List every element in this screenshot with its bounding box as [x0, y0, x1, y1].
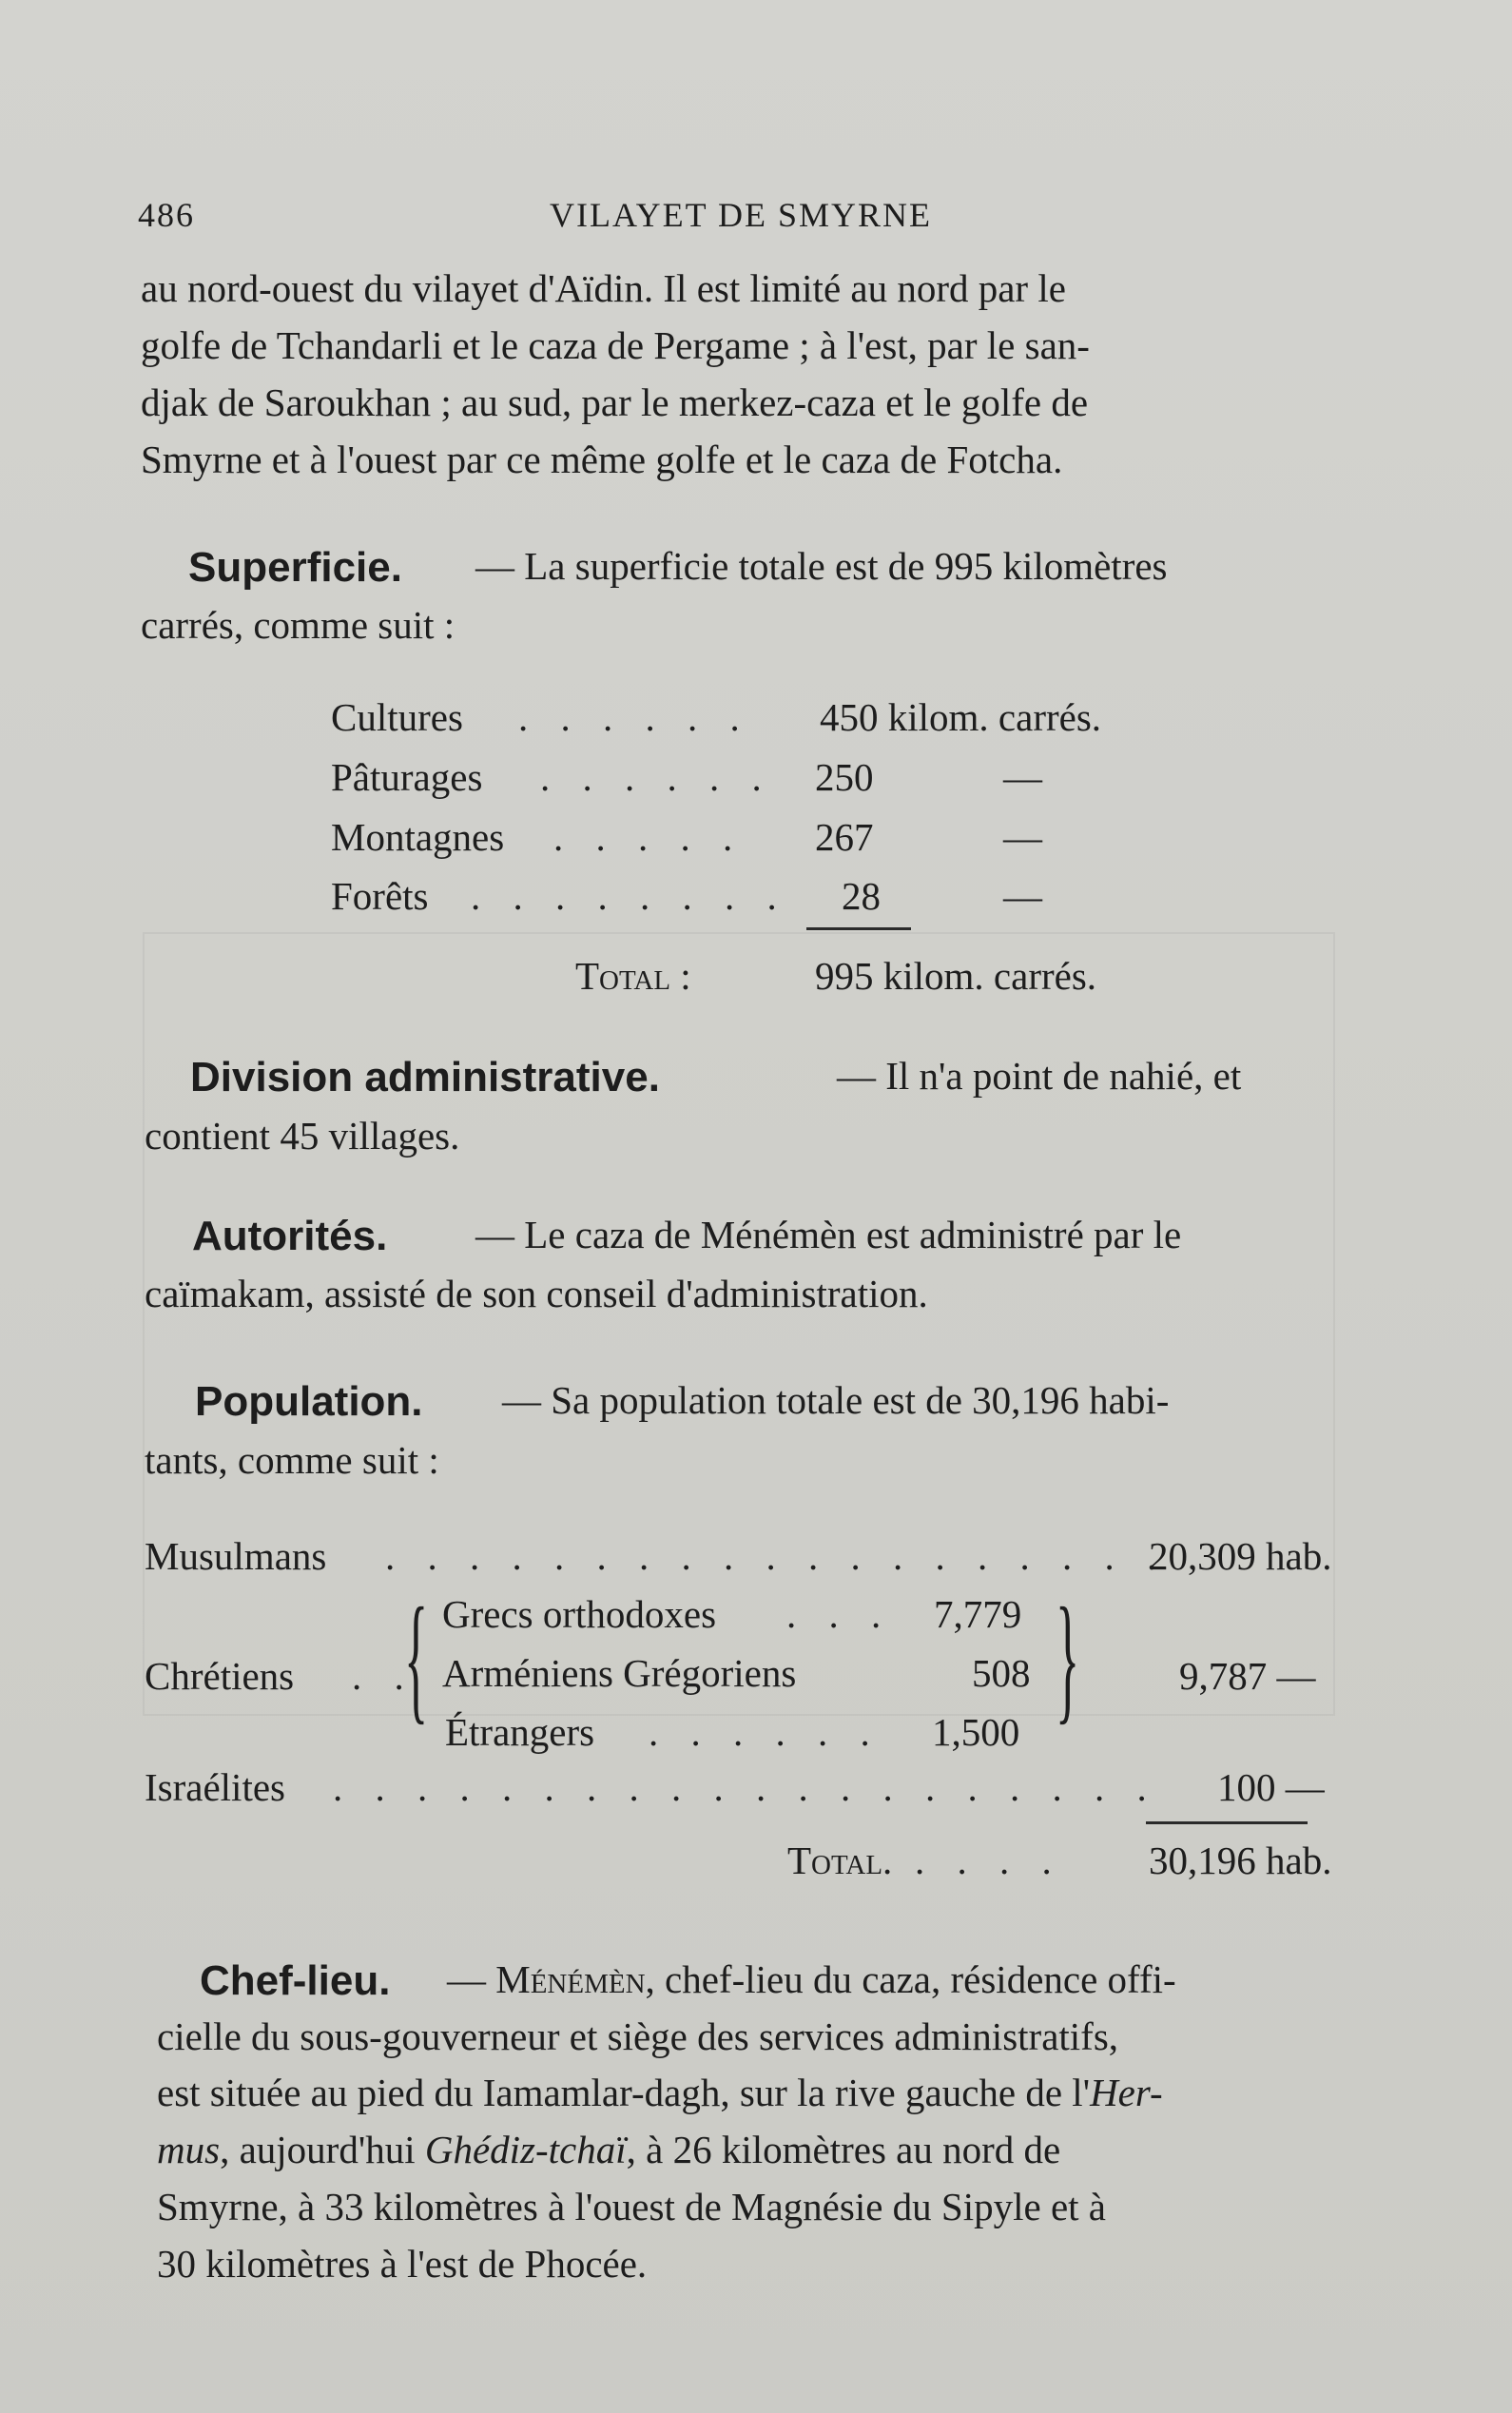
superficie-row-dots: . . . . . . . . [471, 874, 788, 918]
chef-lieu-line-2: cielle du sous-gouverneur et siège des services administratifs, [157, 2014, 1119, 2058]
chef-lieu-dash: — [447, 1957, 496, 2001]
chef-lieu-line-6: 30 kilomètres à l'est de Phocée. [157, 2242, 648, 2286]
population-total-rule [1146, 1821, 1308, 1824]
left-brace: { [404, 1579, 429, 1737]
population-text-1: — Sa population totale est de 30,196 habi- [502, 1378, 1170, 1422]
superficie-row-ditto: — [1003, 815, 1042, 859]
superficie-row-dots: . . . . . . [540, 755, 773, 799]
superficie-row-label: Montagnes [331, 815, 505, 859]
population-total-label: Total. [787, 1839, 893, 1882]
superficie-row-value: 267 [815, 815, 874, 859]
intro-line-2: golfe de Tchandarli et le caza de Pergame ; à l'est, par le san- [141, 323, 1090, 367]
superficie-row-ditto: — [1003, 755, 1042, 799]
autorites-text-1: — Le caza de Ménémèn est administré par le [475, 1213, 1182, 1256]
intro-line-4: Smyrne et à l'ouest par ce même golfe et le caza de Fotcha. [141, 438, 1063, 481]
chef-lieu-line-1 [447, 1951, 1176, 2008]
population-text-2: tants, comme suit : [145, 1438, 439, 1482]
ghediz-italic: Ghédiz-tchaï [424, 2128, 627, 2171]
superficie-row-dots: . . . . . . [518, 695, 751, 739]
superficie-text-1: — La superficie totale est de 995 kilomètres [475, 544, 1168, 588]
superficie-total-value: 995 kilom. carrés. [815, 954, 1097, 998]
population-total-dots: . . . . [915, 1839, 1063, 1882]
chretiens-label: Chrétiens [145, 1654, 295, 1698]
page-number: 486 [138, 196, 195, 234]
superficie-row-label: Pâturages [331, 755, 483, 799]
chef-lieu-line-3-text: est située au pied du Iamamlar-dagh, sur la rive gauche de l' [157, 2071, 1091, 2114]
musulmans-value: 20,309 hab. [1149, 1534, 1332, 1578]
chretiens-dots: . . [352, 1654, 416, 1698]
chef-lieu-heading: Chef-lieu. [200, 1957, 391, 2004]
superficie-row-value: 450 kilom. carrés. [820, 695, 1102, 739]
chef-lieu-name: Ménémèn [495, 1957, 646, 2001]
superficie-row-dots: . . . . . [553, 815, 745, 859]
autorites-heading: Autorités. [192, 1213, 388, 1259]
division-heading: Division administrative. [190, 1054, 660, 1100]
chretiens-sub-value: 1,500 [932, 1710, 1020, 1754]
intro-line-1: au nord-ouest du vilayet d'Aïdin. Il est limité au nord par le [141, 266, 1066, 310]
chef-lieu-line-5: Smyrne, à 33 kilomètres à l'ouest de Magnésie du Sipyle et à [157, 2185, 1106, 2228]
chretiens-sub-value: 508 [972, 1651, 1031, 1695]
chef-lieu-line-4 [157, 2121, 1060, 2178]
chretiens-sub-value: 7,779 [934, 1592, 1022, 1636]
israelites-value: 100 — [1217, 1765, 1325, 1809]
right-brace: } [1056, 1579, 1080, 1737]
chretiens-sub-dots: . . . . . . [649, 1710, 882, 1754]
chretiens-sub-label: Arméniens Grégoriens [442, 1651, 797, 1695]
mus-italic: mus [157, 2128, 221, 2171]
israelites-label: Israélites [145, 1765, 285, 1809]
population-heading: Population. [195, 1378, 423, 1425]
chretiens-sub-label: Grecs orthodoxes [442, 1592, 717, 1636]
division-text-2: contient 45 villages. [145, 1114, 460, 1158]
intro-line-3: djak de Saroukhan ; au sud, par le merkez-caza et le golfe de [141, 380, 1089, 424]
superficie-total-label: Total : [575, 954, 691, 998]
chretiens-sub-dots: . . . [786, 1592, 893, 1636]
chef-lieu-line-1-rest: , chef-lieu du caza, résidence offi- [645, 1957, 1176, 2001]
chef-lieu-line-3 [157, 2064, 1163, 2121]
running-title: VILAYET DE SMYRNE [550, 196, 933, 234]
superficie-text-2: carrés, comme suit : [141, 603, 456, 647]
population-total-value: 30,196 hab. [1149, 1839, 1332, 1882]
chef-lieu-line-4-text: , aujourd'hui [220, 2128, 425, 2171]
superficie-row-label: Forêts [331, 874, 429, 918]
musulmans-dots: . . . . . . . . . . . . . . . . . . . [385, 1534, 1169, 1578]
chretiens-value: 9,787 — [1179, 1654, 1316, 1698]
superficie-heading: Superficie. [188, 544, 402, 591]
superficie-total-rule [806, 927, 911, 930]
superficie-row-label: Cultures [331, 695, 463, 739]
chretiens-sub-label: Étrangers [445, 1710, 595, 1754]
musulmans-label: Musulmans [145, 1534, 327, 1578]
autorites-text-2: caïmakam, assisté de son conseil d'administration. [145, 1272, 928, 1315]
division-text-1: — Il n'a point de nahié, et [837, 1054, 1242, 1098]
hermus-italic: Her- [1090, 2071, 1163, 2114]
chef-lieu-line-4-rest: , à 26 kilomètres au nord de [626, 2128, 1061, 2171]
superficie-row-ditto: — [1003, 874, 1042, 918]
superficie-row-value: 28 [842, 874, 881, 918]
israelites-dots: . . . . . . . . . . . . . . . . . . . . [333, 1765, 1158, 1809]
superficie-row-value: 250 [815, 755, 874, 799]
